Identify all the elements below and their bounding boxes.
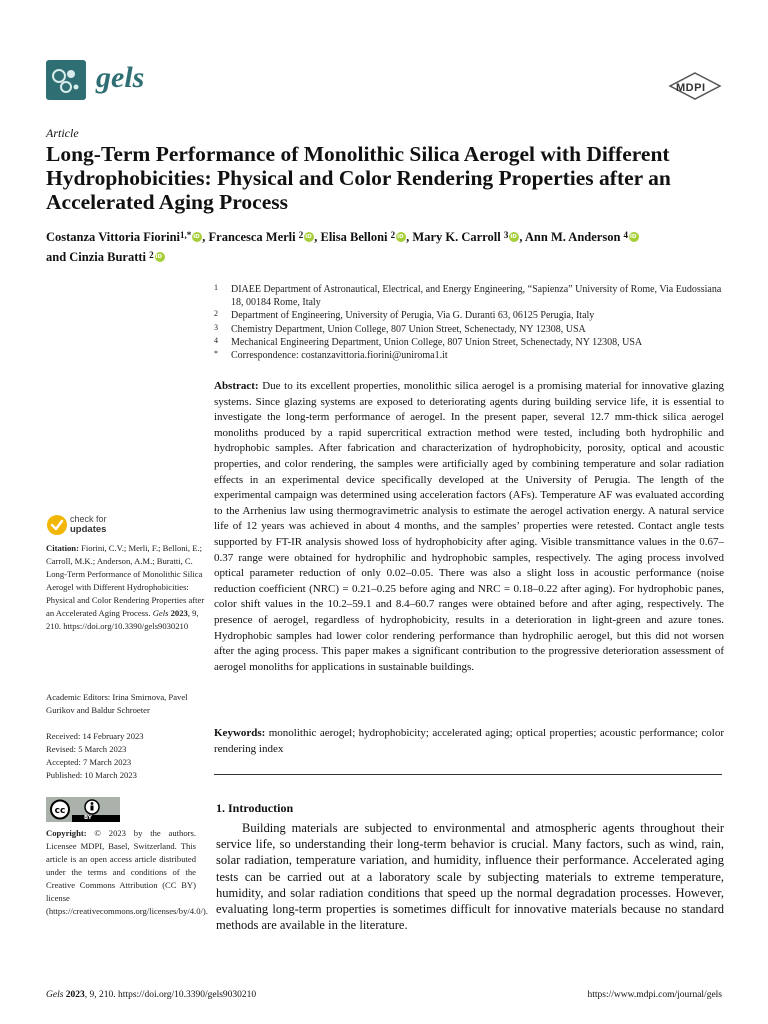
affiliation-item (214, 336, 734, 349)
author-name[interactable]: Ann M. Anderson (524, 230, 621, 244)
author-affil: 1,* (180, 230, 192, 240)
correspondence-email[interactable]: Correspondence: costanzavittoria.fiorini@uniroma1.it (231, 350, 448, 362)
orcid-icon[interactable] (629, 232, 639, 242)
abstract-label: Abstract: (214, 380, 259, 392)
footer-journal: Gels (46, 990, 64, 1000)
affiliation-text: Mechanical Engineering Department, Union College, 807 Union Street, Schenectady, NY 12308, USA (231, 336, 643, 348)
affiliation-item (214, 309, 734, 322)
check-line2: updates (70, 524, 107, 535)
received-date: Received: 14 February 2023 (46, 731, 144, 741)
author-affil: 2 (390, 230, 396, 240)
cc-license-icon (46, 797, 120, 822)
footer-citation (46, 990, 256, 1000)
intro-paragraph: Building materials are subjected to environmental and atmospheric agents throughout their service life, so understanding their long-term behavior is crucial. Many factors, such as wind, rain, solar radiation, temperature variation, and humidity, influence their performance. Accelerated aging tests can be carried out at a laboratory scale by subjecting materials to extreme temperature, humidity, and solar radiation conditions that speed up the normal degradation processes. However, evaluating long-term properties is sometimes difficult for innovative materials because no standard methods are available in the literature. (216, 821, 724, 933)
citation-block (46, 542, 206, 633)
copyright-text: © 2023 by the authors. Licensee MDPI, Basel, Switzerland. This article is an open access article distributed under the terms and conditions of the Creative Commons Attribution (CC BY) license (https://creativecommons.org/licenses/by/4.0/). (46, 828, 208, 916)
citation-text: Fiorini, C.V.; Merli, F.; Belloni, E.; Carroll, M.K.; Anderson, A.M.; Buratti, C. Long-Term Performance of Monolithic Silica Aerogel with Different Hydrophobicities: Physical and Color Rendering Properties after an Accelerated Aging Process. (46, 543, 205, 618)
affiliation-text: Chemistry Department, Union College, 807 Union Street, Schenectady, NY 12308, USA (231, 323, 586, 335)
published-date: Published: 10 March 2023 (46, 770, 137, 780)
abstract (214, 379, 724, 675)
copyright-label: Copyright: (46, 828, 87, 838)
journal-logo (46, 60, 86, 100)
keywords-text: monolithic aerogel; hydrophobicity; accelerated aging; optical properties; acoustic performance; color rendering index (214, 727, 724, 755)
abstract-text: Due to its excellent properties, monolithic silica aerogel is a promising material for innovative glazing systems. Since glazing systems are exposed to deteriorating agents during building service life, it is essential to investigate the long-term performance of aerogel. In the present paper, several 12.7 mm-thick silica aerogel monoliths produced by a rapid supercritical extraction method were tested, including both hydrophilic and hydrophobic samples. After fabrication and characterization of hydrophobicity, porosity, optical and acoustic properties, and color rendering, the samples were artificially aged by combining temperature and solar radiation effects in an experimental device specifically developed at the University of Perugia. The length of the experimental campaign was determined using acceleration factors (AFs). Temperature AF was evaluated according to the Arrhenius law using thermogravimetric analysis to estimate the aerogel activation energy. A natural service life of 12 years was achieved in about 4 months, and the samples’ properties were retested. Contact angle tests supported by FT-IR analysis showed loss of hydrophobicity after aging. Visible transmittance values in the 0.67–0.37 range were obtained for hydrophilic and hydrophobic samples, respectively. The aging process involved optical parameter reduction of only 0.02–0.05. There was also a slight loss in acoustic performance (noise reduction coefficient (NRC) = 0.21–0.25 before aging and NRC = 0.18–0.22 after aging). For hydrophobic panes, color shift values in the 10.2–59.1 and 8.4–60.7 ranges were obtained before and after aging, respectively. The presence of aerogel, regardless of hydrophobicity, results in a deterioration in light-green and azure tones. Hydrophobic samples had lower color rendering performance than hydrophilic aerogel, but this did not worsen after the aging process. This paper makes a significant contribution to the progressive deterioration assessment of aerogel monoliths for applications in sustainable buildings. (214, 380, 725, 673)
keywords (214, 726, 724, 757)
orcid-icon[interactable] (192, 232, 202, 242)
affiliation-item (214, 283, 734, 309)
affiliation-text: Department of Engineering, University of Perugia, Via G. Duranti 63, 06125 Perugia, Italy (231, 310, 595, 322)
footer-journal-url[interactable]: https://www.mdpi.com/journal/gels (587, 990, 722, 1000)
check-for-updates-button[interactable] (70, 514, 107, 535)
article-type: Article (46, 126, 79, 140)
author-name[interactable]: Cinzia Buratti (69, 250, 147, 264)
affiliation-number: 3 (214, 322, 218, 332)
citation-label: Citation: (46, 543, 79, 553)
affiliation-number: 1 (214, 283, 218, 292)
cc-by-label: BY (84, 815, 92, 821)
citation-year: 2023 (170, 608, 188, 618)
citation-doi[interactable]: , 9, 210. https://doi.org/10.3390/gels9030210 (46, 608, 199, 631)
journal-name: gels (96, 61, 145, 94)
accepted-date: Accepted: 7 March 2023 (46, 757, 132, 767)
affiliation-number: 4 (214, 335, 218, 345)
orcid-icon[interactable] (155, 252, 165, 262)
academic-editors: Academic Editors: Irina Smirnova, Pavel Gurikov and Baldur Schroeter (46, 692, 188, 715)
orcid-icon[interactable] (304, 232, 314, 242)
check-for-updates-icon[interactable] (46, 514, 68, 536)
cc-by-badge[interactable] (46, 797, 120, 822)
author-name[interactable]: Mary K. Carroll (412, 230, 501, 244)
section-heading: 1. Introduction (216, 801, 294, 815)
footer-year: 2023 (65, 990, 85, 1000)
author-affil: 2 (298, 230, 304, 240)
copyright-block (46, 827, 208, 918)
affiliations (214, 283, 734, 362)
affiliation-number: * (214, 349, 218, 359)
author-list: Costanza Vittoria Fiorini$^{1,*}$iD , Francesca Merli $^2$iD , Elisa Belloni $^2$iD , Mary K. Carroll $^3$iD , Ann M. Anderson $^4$iD and Cinzia Buratti $^2$iD (46, 226, 736, 266)
dates-block (46, 730, 206, 782)
revised-date: Revised: 5 March 2023 (46, 744, 127, 754)
author-name[interactable]: Elisa Belloni (320, 230, 388, 244)
author-name[interactable]: Francesca Merli (208, 230, 296, 244)
author-affil: 3 (503, 230, 509, 240)
footer-doi[interactable]: , 9, 210. https://doi.org/10.3390/gels9030210 (84, 990, 257, 1000)
author-name[interactable]: Costanza Vittoria Fiorini (46, 230, 181, 244)
section-divider (214, 774, 722, 775)
author-affil: 4 (623, 230, 629, 240)
affiliation-text: DIAEE Department of Astronautical, Electrical, and Energy Engineering, “Sapienza” University of Rome, Via Eudossiana 18, 00184 Rome, Italy (231, 284, 722, 309)
keywords-label: Keywords: (214, 727, 266, 739)
orcid-icon[interactable] (509, 232, 519, 242)
check-line1: check for (70, 514, 107, 524)
author-joiner: and (46, 250, 67, 264)
publisher-name: MDPI (676, 82, 706, 94)
affiliation-item (214, 349, 734, 362)
svg-text:cc: cc (54, 806, 66, 816)
orcid-icon[interactable] (396, 232, 406, 242)
citation-journal: Gels (152, 608, 169, 618)
article-title: Long-Term Performance of Monolithic Silica Aerogel with Different Hydrophobicities: Physical and Color Rendering Properties after an Accelerated Aging Process (46, 142, 671, 214)
affiliation-number: 2 (214, 309, 218, 319)
affiliation-item (214, 323, 734, 336)
author-affil: 2 (149, 250, 154, 260)
